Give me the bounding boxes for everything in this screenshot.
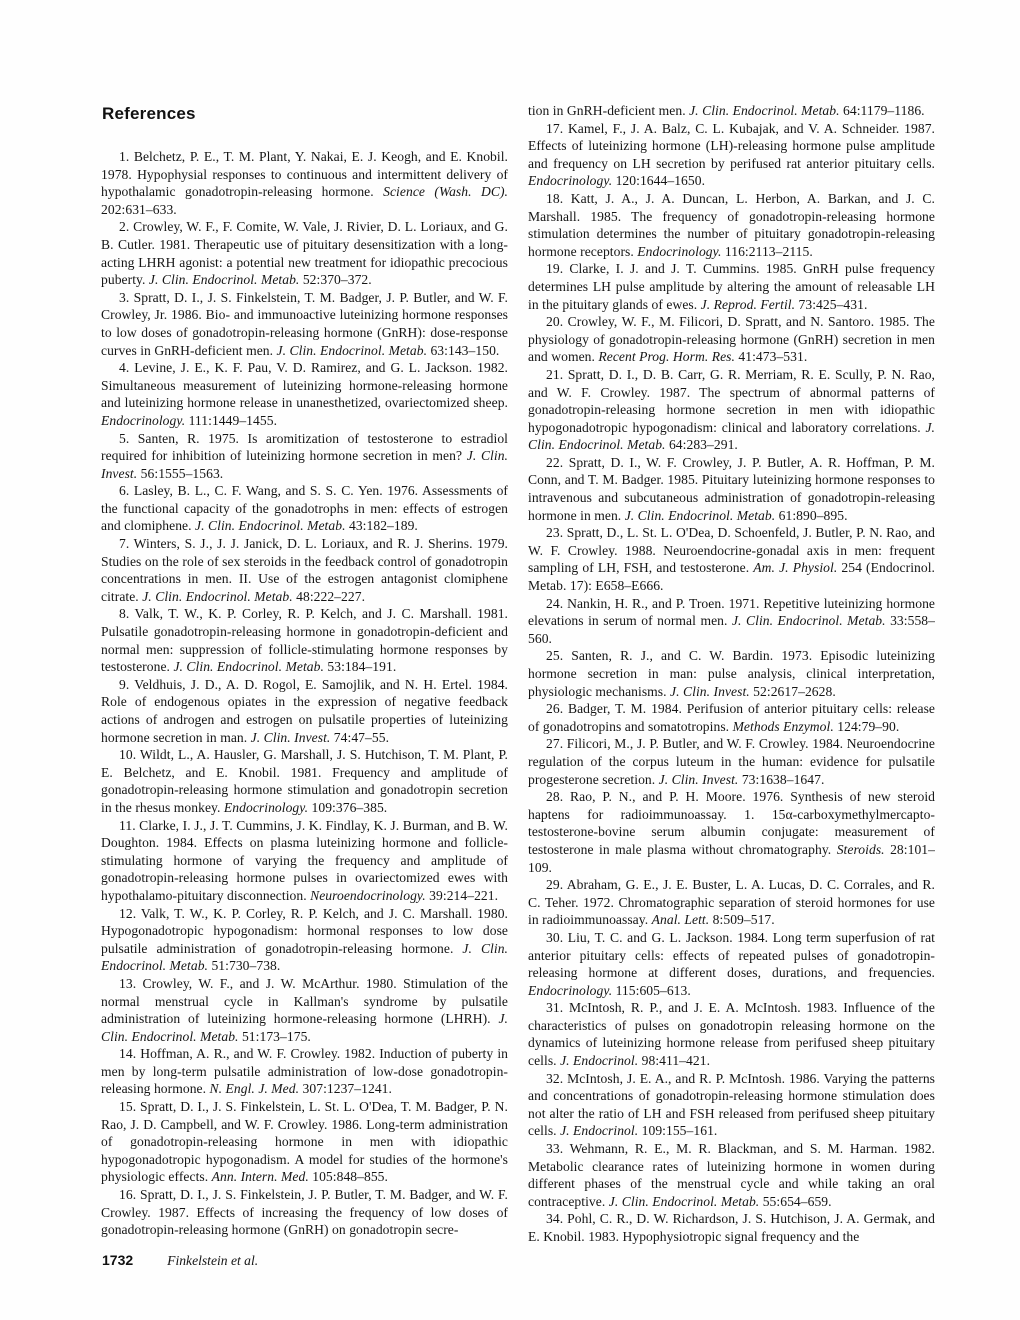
reference-entry: 11. Clarke, I. J., J. T. Cummins, J. K. Findlay, K. J. Burman, and B. W. Doughton. 1984. Effects on plasma luteinizing hormone and follicle-stimulating hormone of varying the frequency and amplitude of gonadotropin-releasing hormone pulses in ovariectomized ewes with hypothalamo-pituitary disconnection. Neuroendocrinology. 39:214–221. xyxy=(101,817,508,903)
references-column-left xyxy=(101,148,508,1239)
journal-name: Endocrinology. xyxy=(528,982,613,998)
reference-entry: 33. Wehmann, R. E., M. R. Blackman, and S. M. Harman. 1982. Metabolic clearance rates of luteinizing hormone in women during different phases of the menstrual cycle and while taking an oral contraceptive. J. Clin. Endocrinol. Metab. 55:654–659. xyxy=(528,1141,935,1209)
journal-name: Steroids. xyxy=(836,841,885,857)
reference-entry: 2. Crowley, W. F., F. Comite, W. Vale, J. Rivier, D. L. Loriaux, and G. B. Cutler. 1981. Therapeutic use of pituitary desensitization with a long-acting LHRH agonist: a potential new treatment for idiopathic precocious puberty. J. Clin. Endocrinol. Metab. 52:370–372. xyxy=(101,219,508,288)
journal-name: J. Clin. Endocrinol. Metab. xyxy=(148,272,300,288)
journal-name: J. Clin. Invest. xyxy=(658,771,739,787)
journal-name: J. Clin. Endocrinol. Metab. xyxy=(624,507,776,523)
journal-name: Ann. Intern. Med. xyxy=(211,1169,309,1185)
journal-name: J. Clin. Endocrinol. Metab. xyxy=(101,940,509,974)
reference-entry-continuation: tion in GnRH-deficient men. J. Clin. Endocrinol. Metab. 64:1179–1186. xyxy=(528,103,925,118)
journal-name: Am. J. Physiol. xyxy=(753,560,838,576)
journal-name: Methods Enzymol. xyxy=(732,718,834,734)
page-number: 1732 xyxy=(102,1252,134,1268)
journal-name: J. Clin. Invest. xyxy=(101,448,509,481)
reference-entry: 21. Spratt, D. I., D. B. Carr, G. R. Merriam, R. E. Scully, P. N. Rao, and W. F. Crowley. 1987. The spectrum of abnormal patterns of gonadotropin-releasing hormone secretion in men with idiopathic hypogonadotropic hypogonadism: clinical and laboratory correlations. J. Clin. Endocrinol. Metab. 64:283–291. xyxy=(528,366,935,453)
journal-name: J. Reprod. Fertil. xyxy=(700,296,796,312)
references-heading: References xyxy=(102,104,196,123)
reference-entry: 18. Katt, J. A., J. A. Duncan, L. Herbon, A. Barkan, and J. C. Marshall. 1985. The frequency of gonadotropin-releasing hormone stimulation determines the number of pituitary gonadotropin-releasing hormone receptors. Endocrinology. 116:2113–2115. xyxy=(528,190,935,259)
reference-entry: 30. Liu, T. C. and G. L. Jackson. 1984. Long term superfusion of rat anterior pituitary cells: effects of repeated pulses of gonadotropin-releasing hormone at different doses, durations, and frequencies. Endocrinology. 115:605–613. xyxy=(528,929,935,998)
reference-entry: 19. Clarke, I. J. and J. T. Cummins. 1985. GnRH pulse frequency determines LH pulse amplitude by altering the amount of releasable LH in the pituitary glands of ewes. J. Reprod. Fertil. 73:425–431. xyxy=(528,261,935,312)
reference-entry: 34. Pohl, C. R., D. W. Richardson, J. S. Hutchison, J. A. Germak, and E. Knobil. 1983. Hypophysiotropic signal frequency and the xyxy=(528,1211,935,1244)
reference-entry: 7. Winters, S. J., J. J. Janick, D. L. Loriaux, and R. J. Sherins. 1979. Studies on the role of sex steroids in the feedback control of gonadotropin concentrations in men. II. Use of the estrogen antagonist clomiphene citrate. J. Clin. Endocrinol. Metab. 48:222–227. xyxy=(101,536,508,604)
page-footer xyxy=(102,1252,258,1269)
reference-entry: 4. Levine, J. E., K. F. Pau, V. D. Ramirez, and G. L. Jackson. 1982. Simultaneous measurement of luteinizing hormone-releasing hormone and luteinizing hormone release in unanesthetized, ovariectomized sheep. Endocrinology. 111:1449–1455. xyxy=(101,360,508,428)
references-column-right xyxy=(528,102,935,1246)
reference-entry: 24. Nankin, H. R., and P. Troen. 1971. Repetitive luteinizing hormone elevations in serum of normal men. J. Clin. Endocrinol. Metab. 33:558–560. xyxy=(528,595,935,646)
reference-entry: 28. Rao, P. N., and P. H. Moore. 1976. Synthesis of new steroid haptens for radioimmunoassay. 1. 15α-carboxymethylmercapto-testosterone-bovine serum albumin conjugate: measurement of testosterone in male plasma without chromatography. Steroids. 28:101–109. xyxy=(528,789,935,875)
journal-name: Endocrinology. xyxy=(101,412,186,428)
journal-name: Neuroendocrinology. xyxy=(310,887,426,903)
journal-name: Anal. Lett. xyxy=(651,912,710,928)
journal-name: Endocrinology. xyxy=(223,799,309,815)
reference-entry: 29. Abraham, G. E., J. E. Buster, L. A. Lucas, D. C. Corrales, and R. C. Teher. 1972. Chromatographic separation of steroid hormones for use in radioimmunoassay. Anal. Lett. 8:509–517. xyxy=(528,877,935,928)
reference-entry: 10. Wildt, L., A. Hausler, G. Marshall, J. S. Hutchison, T. M. Plant, P. E. Belchetz, and E. Knobil. 1981. Frequency and amplitude of gonadotropin-releasing hormone stimulation and gonadotropin secretion in the rhesus monkey. Endocrinology. 109:376–385. xyxy=(101,747,508,815)
journal-name: Science (Wash. DC). xyxy=(383,184,508,200)
journal-name: J. Clin. Endocrinol. Metab. xyxy=(173,659,324,675)
journal-name: Recent Prog. Horm. Res. xyxy=(598,349,735,365)
reference-entry: 9. Veldhuis, J. D., A. D. Rogol, E. Samojlik, and N. H. Ertel. 1984. Role of endogenous opiates in the expression of negative feedback actions of androgen and estrogen on pulsatile properties of luteinizing hormone secretion in man. J. Clin. Invest. 74:47–55. xyxy=(101,676,508,745)
journal-name: J. Clin. Endocrinol. Metab. xyxy=(276,342,428,358)
reference-entry: 31. McIntosh, R. P., and J. E. A. McIntosh. 1983. Influence of the characteristics of pulses on gonadotropin releasing hormone on the dynamics of luteinizing hormone release from perifused sheep pituitary cells. J. Endocrinol. 98:411–421. xyxy=(528,1000,935,1069)
journal-name: N. Engl. J. Med. xyxy=(209,1081,300,1097)
reference-entry: 26. Badger, T. M. 1984. Perifusion of anterior pituitary cells: release of gonadotropins and somatotropins. Methods Enzymol. 124:79–90. xyxy=(528,701,935,734)
journal-name: J. Clin. Invest. xyxy=(250,729,331,745)
journal-name: J. Clin. Endocrinol. Metab. xyxy=(608,1193,760,1209)
reference-entry: 22. Spratt, D. I., W. F. Crowley, J. P. Butler, A. R. Hoffman, P. M. Conn, and T. M. Badger. 1985. Pituitary luteinizing hormone responses to intravenous and subcutaneous administration of gonadotropin-releasing hormone in men. J. Clin. Endocrinol. Metab. 61:890–895. xyxy=(528,454,935,523)
reference-entry: 23. Spratt, D., L. St. L. O'Dea, D. Schoenfeld, J. Butler, P. N. Rao, and W. F. Crowley. 1988. Neuroendocrine-gonadal axis in men: frequent sampling of LH, FSH, and testosterone. Am. J. Physiol. 254 (Endocrinol. Metab. 17): E658–E666. xyxy=(528,525,935,594)
reference-entry: 20. Crowley, W. F., M. Filicori, D. Spratt, and N. Santoro. 1985. The physiology of gonadotropin-releasing hormone (GnRH) secretion in men and women. Recent Prog. Horm. Res. 41:473–531. xyxy=(528,314,935,365)
journal-name: J. Endocrinol. xyxy=(560,1053,639,1069)
reference-entry: 15. Spratt, D. I., J. S. Finkelstein, L. St. L. O'Dea, T. M. Badger, P. N. Rao, J. D. Campbell, and W. F. Crowley. 1986. Long-term administration of gonadotropin-releasing hormone in men with idiopathic hypogonadotropic hypogonadism. A model for studies of the hormone's physiologic effects. Ann. Intern. Med. 105:848–855. xyxy=(101,1099,508,1185)
reference-entry: 25. Santen, R. J., and C. W. Bardin. 1973. Episodic luteinizing hormone secretion in man: pulse analysis, clinical interpretation, physiologic mechanisms. J. Clin. Invest. 52:2617–2628. xyxy=(528,648,935,699)
journal-name: J. Clin. Endocrinol. Metab. xyxy=(195,518,346,534)
reference-entry: 8. Valk, T. W., K. P. Corley, R. P. Kelch, and J. C. Marshall. 1981. Pulsatile gonadotropin-releasing hormone in gonadotropin-deficient and normal men: suppression of follicle-stimulating hormone responses by testosterone. J. Clin. Endocrinol. Metab. 53:184–191. xyxy=(101,606,508,675)
reference-entry: 27. Filicori, M., J. P. Butler, and W. F. Crowley. 1984. Neuroendocrine regulation of the corpus luteum in the human: evidence for pulsatile progesterone secretion. J. Clin. Invest. 73:1638–1647. xyxy=(528,736,935,787)
reference-entry: 13. Crowley, W. F., and J. W. McArthur. 1980. Stimulation of the normal menstrual cycle in Kallman's syndrome by pulsatile administration of luteinizing hormone-releasing hormone (LHRH). J. Clin. Endocrinol. Metab. 51:173–175. xyxy=(101,975,508,1044)
reference-entry: 32. McIntosh, J. E. A., and R. P. McIntosh. 1986. Varying the patterns and concentrations of gonadotropin-releasing hormone stimulation does not alter the ratio of LH and FSH released from perifused sheep pituitary cells. J. Endocrinol. 109:155–161. xyxy=(528,1070,935,1139)
journal-name: J. Clin. Endocrinol. Metab. xyxy=(101,1011,508,1044)
journal-name: Endocrinology. xyxy=(637,243,722,259)
reference-entry: 16. Spratt, D. I., J. S. Finkelstein, J. P. Butler, T. M. Badger, and W. F. Crowley. 1987. Effects of increasing the frequency of low doses of gonadotropin-releasing hormone (GnRH) on gonadotropin secre- xyxy=(101,1187,508,1238)
journal-name: J. Clin. Endocrinol. Metab. xyxy=(689,103,840,118)
reference-entry: 6. Lasley, B. L., C. F. Wang, and S. S. C. Yen. 1976. Assessments of the functional capacity of the gonadotrophs in men: effects of estrogen and clomiphene. J. Clin. Endocrinol. Metab. 43:182–189. xyxy=(101,483,508,534)
reference-entry: 5. Santen, R. 1975. Is aromitization of testosterone to estradiol required for inhibition of luteinizing hormone secretion in men? J. Clin. Invest. 56:1555–1563. xyxy=(101,430,509,481)
reference-entry: 3. Spratt, D. I., J. S. Finkelstein, T. M. Badger, J. P. Butler, and W. F. Crowley, Jr. 1986. Bio- and immunoactive luteinizing hormone responses to low doses of gonadotropin-releasing hormone (GnRH): dose-response curves in GnRH-deficient men. J. Clin. Endocrinol. Metab. 63:143–150. xyxy=(101,289,508,358)
journal-name: J. Clin. Endocrinol. Metab. xyxy=(731,613,886,629)
running-authors: Finkelstein et al. xyxy=(167,1253,259,1268)
reference-entry: 12. Valk, T. W., K. P. Corley, R. P. Kelch, and J. C. Marshall. 1980. Hypogonadotropic hypogonadism: hormonal responses to low dose pulsatile administration of gonadotropin-releasing hormone. J. Clin. Endocrinol. Metab. 51:730–738. xyxy=(101,905,509,974)
journal-name: Endocrinology. xyxy=(528,173,613,189)
journal-name: J. Clin. Invest. xyxy=(670,683,750,699)
journal-name: J. Clin. Endocrinol. Metab. xyxy=(142,588,293,604)
journal-name: J. Endocrinol. xyxy=(560,1123,639,1139)
journal-name: J. Clin. Endocrinol. Metab. xyxy=(528,419,935,453)
reference-entry: 14. Hoffman, A. R., and W. F. Crowley. 1982. Induction of puberty in men by long-term pulsatile administration of low-dose gonadotropin-releasing hormone. N. Engl. J. Med. 307:1237–1241. xyxy=(101,1046,508,1097)
reference-entry: 17. Kamel, F., J. A. Balz, C. L. Kubajak, and V. A. Schneider. 1987. Effects of luteinizing hormone (LH)-releasing hormone pulse amplitude and frequency on LH secretion by perifused rat anterior pituitary cells. Endocrinology. 120:1644–1650. xyxy=(528,120,935,189)
reference-entry: 1. Belchetz, P. E., T. M. Plant, Y. Nakai, E. J. Keogh, and E. Knobil. 1978. Hypophysial responses to continuous and intermittent delivery of hypothalamic gonadotropin-releasing hormone. Science (Wash. DC). 202:631–633. xyxy=(101,149,508,217)
